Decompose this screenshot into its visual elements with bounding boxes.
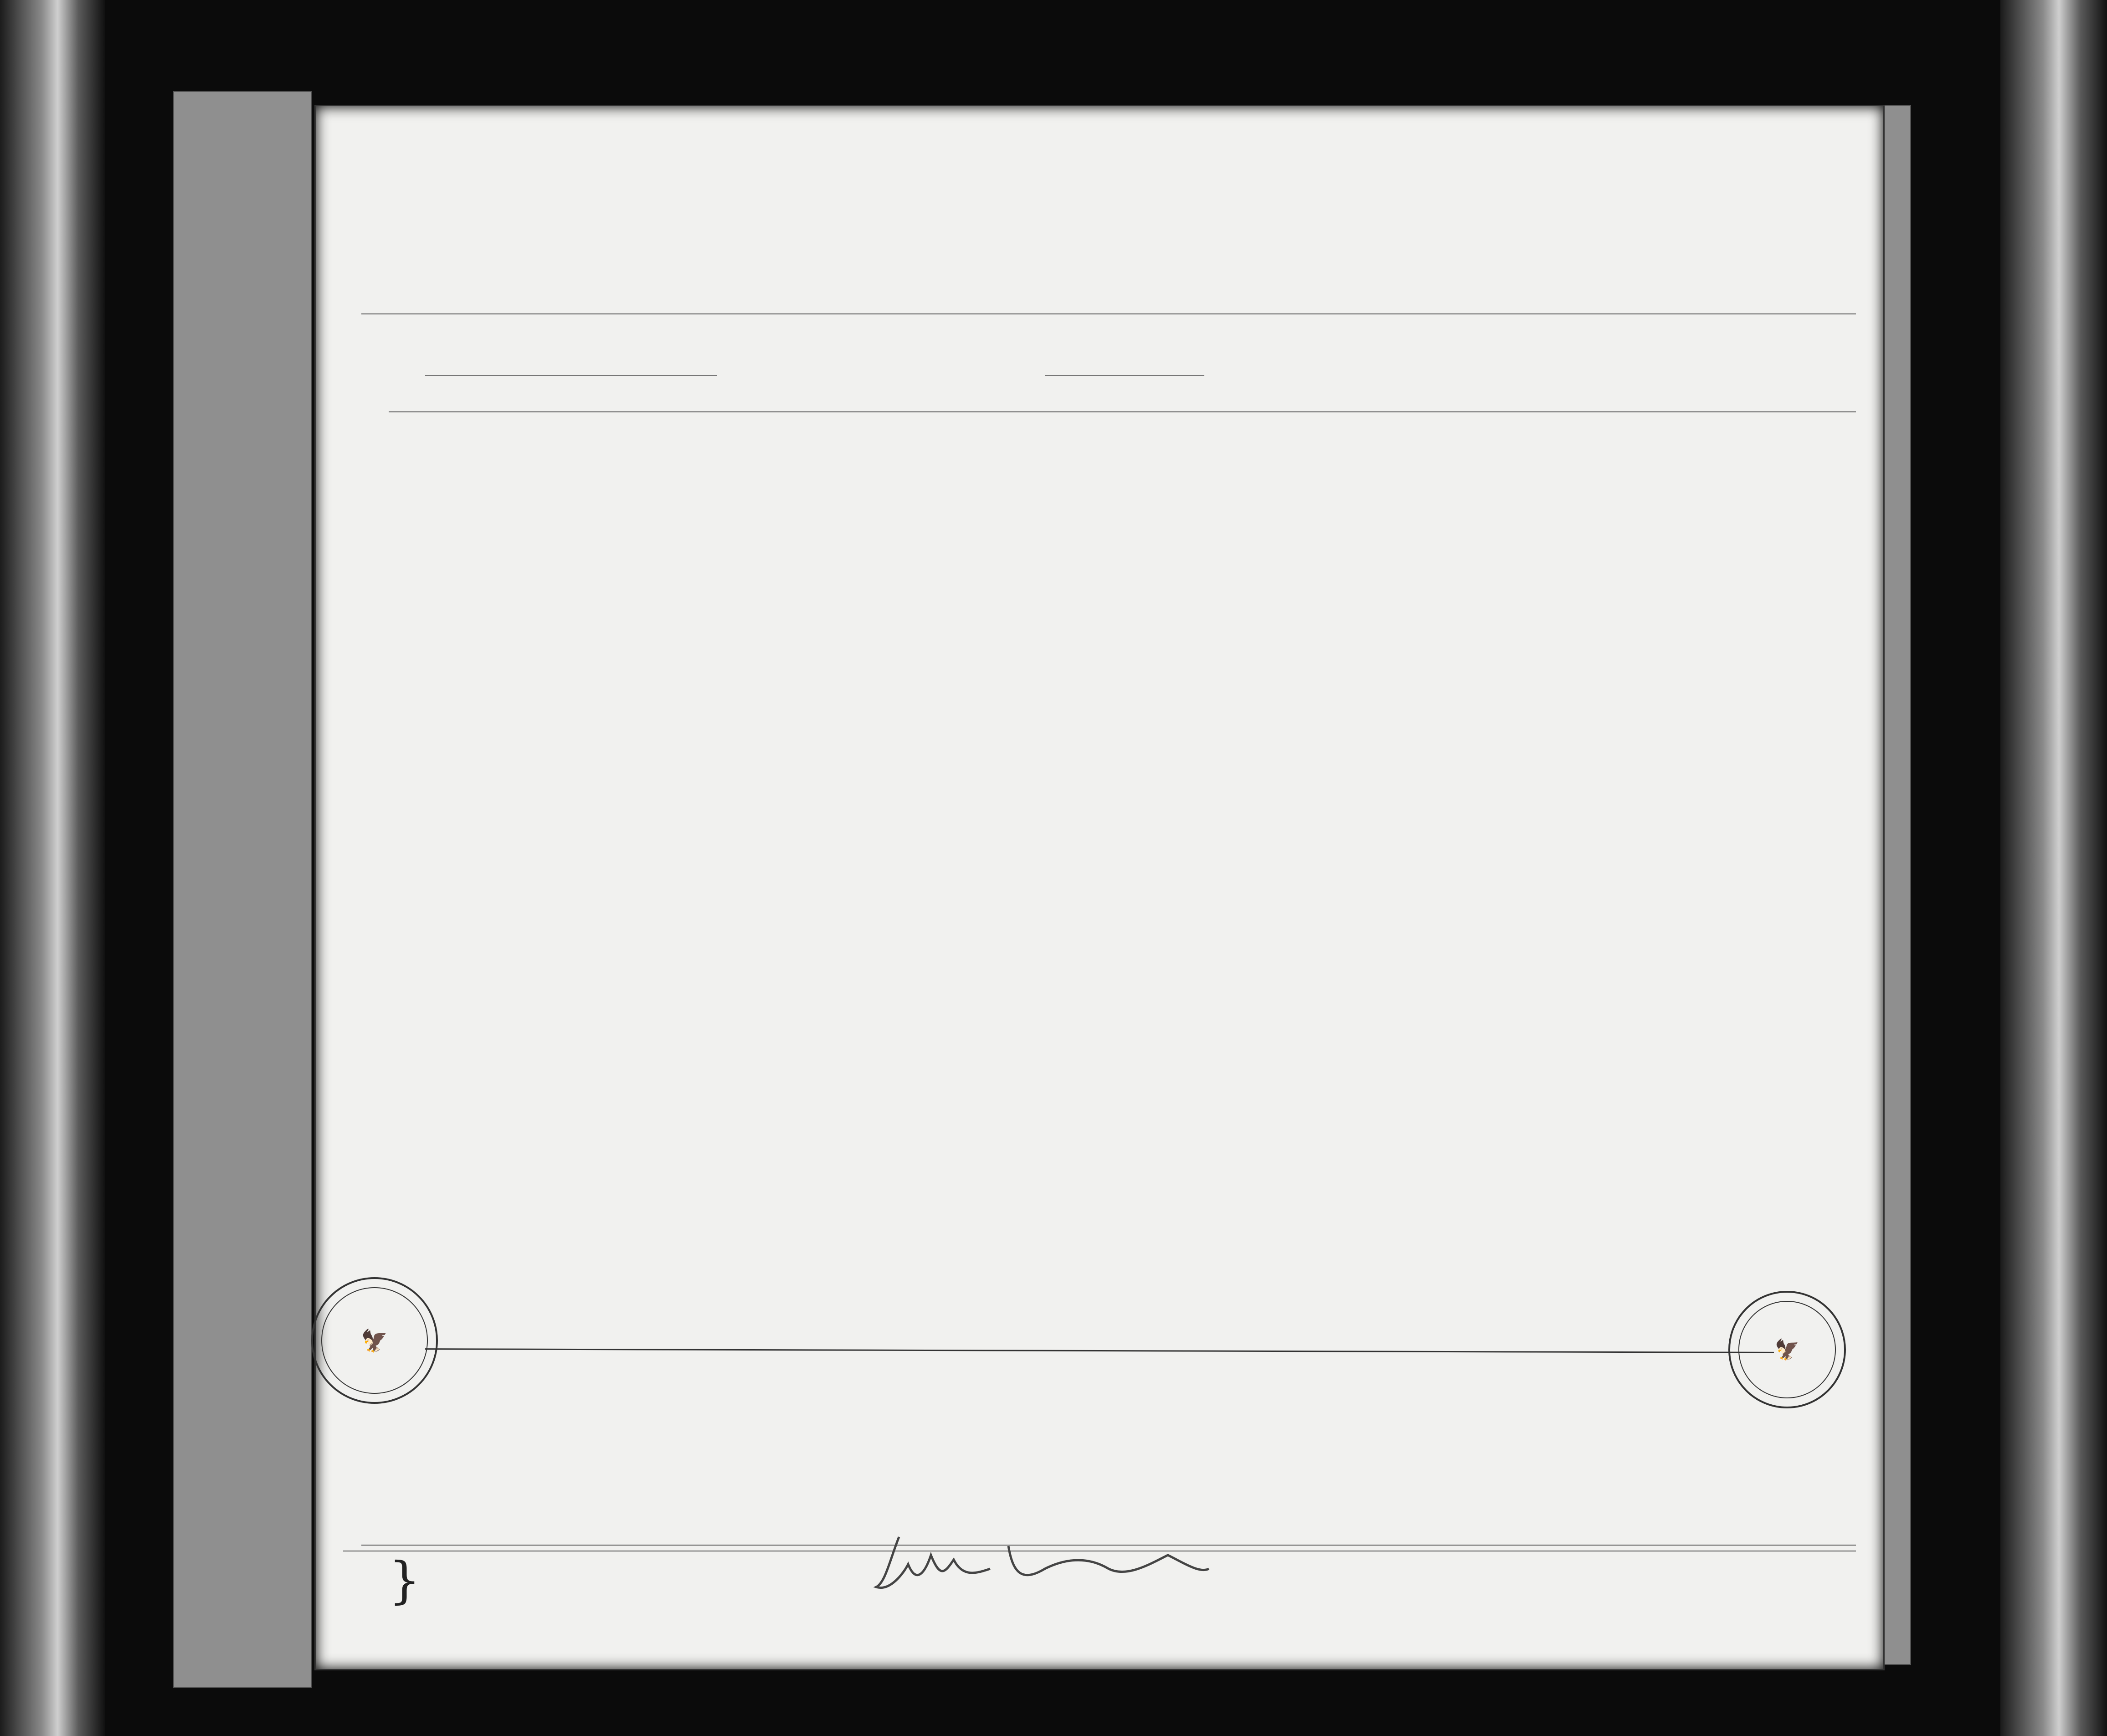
page-stack-left <box>173 91 312 1688</box>
brace-icon: } <box>389 1551 421 1609</box>
manifest-sheet <box>314 105 1885 1670</box>
film-edge-left <box>0 0 105 1736</box>
table-frame <box>361 313 1856 1546</box>
consulate-seal-right <box>1728 1291 1846 1408</box>
eagle-emblem-icon: 🦅 <box>361 1328 388 1354</box>
consulate-seal-left <box>311 1277 438 1404</box>
eagle-emblem-icon: 🦅 <box>1774 1338 1800 1361</box>
name-subheader-rule <box>425 375 717 376</box>
film-edge-right <box>2000 0 2107 1736</box>
shipped-subheader-rule <box>1045 375 1204 376</box>
header-rule <box>389 411 1856 412</box>
inspector-signature <box>872 1519 1218 1605</box>
